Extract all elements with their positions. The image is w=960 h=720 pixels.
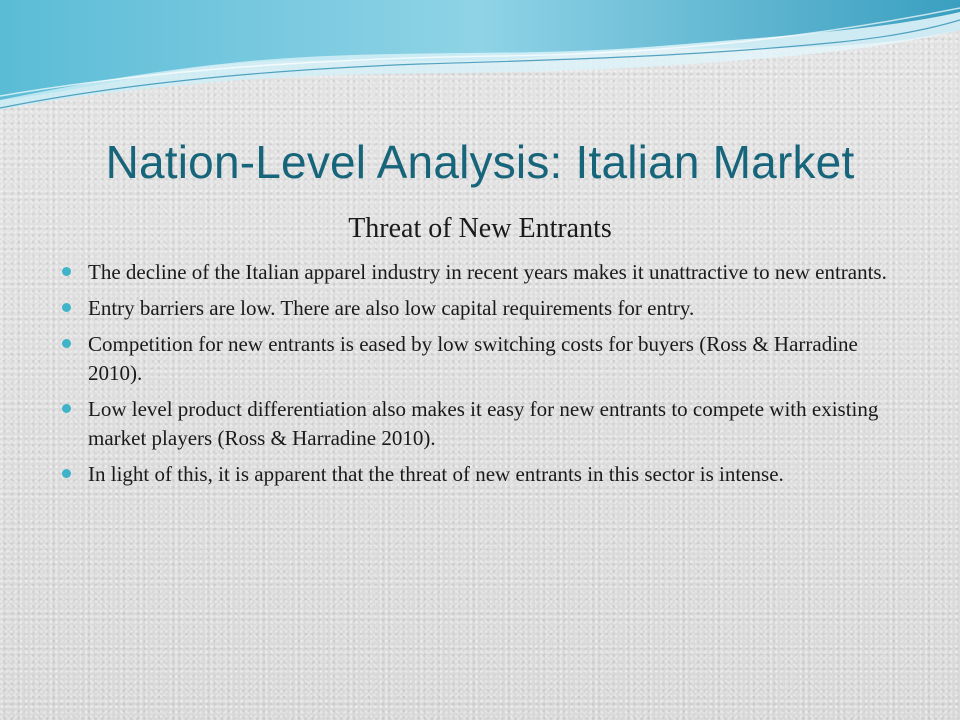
bullet-dot-icon bbox=[62, 303, 71, 312]
bullet-text: In light of this, it is apparent that the threat of new entrants in this sector is intense. bbox=[88, 462, 784, 486]
bullet-dot-icon bbox=[62, 469, 71, 478]
bullet-text: Competition for new entrants is eased by low switching costs for buyers (Ross & Harradine 2010). bbox=[88, 332, 858, 385]
bullet-item bbox=[60, 294, 910, 323]
slide-subtitle: Threat of New Entrants bbox=[348, 213, 612, 244]
bullet-dot-icon bbox=[62, 339, 71, 348]
bullet-dot-icon bbox=[62, 404, 71, 413]
slide-title: Nation-Level Analysis: Italian Market bbox=[105, 136, 855, 188]
bullet-text: The decline of the Italian apparel industry in recent years makes it unattractive to new entrants. bbox=[88, 260, 887, 284]
bullet-item bbox=[60, 258, 910, 287]
bullet-dot-icon bbox=[62, 267, 71, 276]
bullet-item bbox=[60, 330, 910, 388]
bullet-item bbox=[60, 460, 910, 489]
header-wave-decoration bbox=[0, 0, 960, 120]
bullet-list bbox=[60, 258, 910, 496]
bullet-item bbox=[60, 395, 910, 453]
bullet-text: Entry barriers are low. There are also low capital requirements for entry. bbox=[88, 296, 695, 320]
bullet-text: Low level product differentiation also makes it easy for new entrants to compete with existing market players (Ross & Harradine 2010). bbox=[88, 397, 879, 450]
